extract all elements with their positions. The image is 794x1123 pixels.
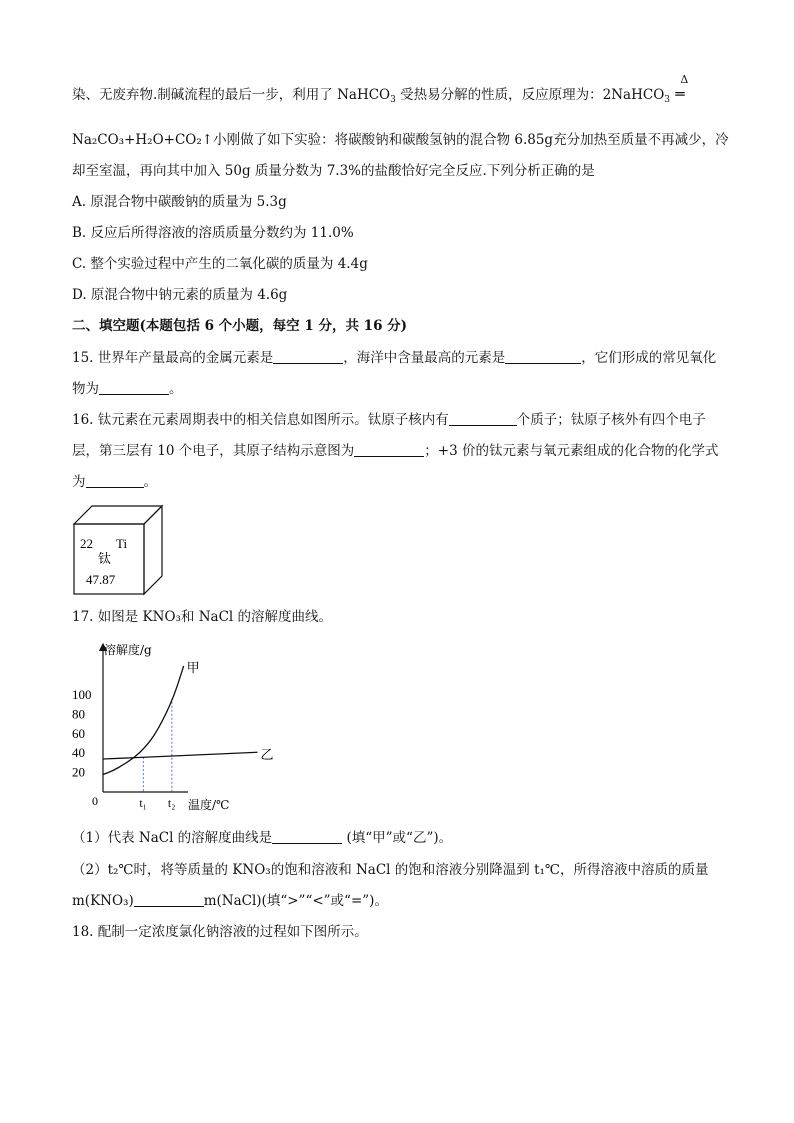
answer-blank: [272, 829, 342, 844]
solubility-chart: [68, 636, 274, 814]
q14-line1-text-b: 受热易分解的性质，反应原理为：2NaHCO: [395, 87, 665, 103]
q16-text-f: 。: [143, 474, 157, 490]
q17-p2-text-b: m(KNO₃): [72, 893, 134, 909]
answer-blank: [86, 473, 144, 488]
answer-blank: [99, 380, 169, 395]
q16-line-3: [72, 472, 157, 492]
element-name: 钛: [98, 552, 112, 567]
q15-text-c: ，它们形成的常见氧化: [581, 350, 717, 366]
element-cube-figure: [72, 504, 164, 596]
heat-symbol: Δ: [680, 73, 689, 86]
y-axis-label: 溶解度/g: [104, 643, 152, 657]
equals-sign: ═: [675, 85, 685, 103]
chart-series: [103, 661, 274, 775]
q16-text-a: 16. 钛元素在元素周期表中的相关信息如图所示。钛原子核内有: [72, 412, 449, 428]
q14-line1-sub-b: 3: [664, 95, 671, 105]
element-symbol: Ti: [116, 536, 128, 551]
x-tick-label: t₁: [139, 796, 147, 810]
q17-p2-text-c: m(NaCl)(填“>”“<”或“=”)。: [203, 893, 388, 909]
q16-line-1: [72, 410, 706, 430]
answer-blank: [449, 411, 517, 426]
q18-intro: 18. 配制一定浓度氯化钠溶液的过程如下图所示。: [72, 924, 368, 940]
origin-label: 0: [92, 794, 98, 808]
q16-text-b: 个质子；钛原子核外有四个电子: [516, 412, 706, 428]
q14-line1-text-a: 染、无废弃物.制碱流程的最后一步，利用了 NaHCO: [72, 87, 391, 103]
x-tick-labels: [139, 796, 175, 810]
element-cell-titanium: [72, 504, 164, 596]
answer-blank: [273, 349, 343, 364]
series-line-yi: [103, 752, 258, 759]
q14-line-2: Na₂CO₃+H₂O+CO₂↑小刚做了如下实验：将碳酸钠和碳酸氢钠的混合物 6.85g充分加热至质量不再减少，冷: [72, 132, 729, 148]
q15-text-d: 物为: [72, 381, 99, 397]
q15-line-2: [72, 379, 183, 399]
q17-part-2-line-1: （2）t₂℃时，将等质量的 KNO₃的饱和溶液和 NaCl 的饱和溶液分别降温到 t₁℃，所得溶液中溶质的质量: [72, 862, 709, 878]
section-heading: 二、填空题(本题包括 6 个小题，每空 1 分，共 16 分): [72, 318, 408, 334]
q17-p1-text-a: （1）代表 NaCl 的溶解度曲线是: [72, 830, 273, 846]
q14-option-d: D. 原混合物中钠元素的质量为 4.6g: [72, 287, 288, 303]
series-label: 甲: [186, 660, 200, 676]
q17-p1-text-b: (填“甲”或“乙”)。: [346, 830, 453, 846]
equation-condition: [674, 73, 689, 105]
q16-text-d: ；+3 价的钛元素与氧元素组成的化合物的化学式: [424, 443, 719, 459]
q15-text-e: 。: [169, 381, 183, 397]
q15-line-1: [72, 348, 716, 368]
y-tick-label: 40: [72, 745, 85, 761]
solubility-chart-svg: [68, 636, 274, 814]
guide-lines: [143, 702, 172, 792]
x-tick-label: t₂: [167, 796, 176, 810]
q15-text-b: ，海洋中含量最高的元素是: [343, 350, 506, 366]
answer-blank: [134, 892, 204, 907]
answer-blank: [505, 349, 581, 364]
q17-part-1: [72, 828, 452, 848]
x-axis-label: 温度/℃: [188, 798, 230, 812]
q16-text-c: 层，第三层有 10 个电子，其原子结构示意图为: [72, 443, 355, 459]
q14-option-c: C. 整个实验过程中产生的二氧化碳的质量为 4.4g: [72, 256, 368, 272]
series-label: 乙: [260, 748, 274, 764]
answer-blank: [354, 442, 424, 457]
y-tick-labels: [72, 687, 92, 780]
q14-line-1: [72, 73, 689, 110]
y-tick-label: 80: [72, 706, 85, 722]
q14-line-3: 却至室温，再向其中加入 50g 质量分数为 7.3%的盐酸恰好完全反应.下列分析正确的是: [72, 163, 595, 179]
q14-option-a: A. 原混合物中碳酸钠的质量为 5.3g: [72, 194, 287, 210]
atomic-number: 22: [80, 536, 93, 551]
q16-text-e: 为: [72, 474, 86, 490]
q17-intro: 17. 如图是 KNO₃和 NaCl 的溶解度曲线。: [72, 609, 333, 625]
y-tick-label: 20: [72, 764, 85, 780]
q16-line-2: [72, 441, 718, 461]
q14-option-b: B. 反应后所得溶液的溶质质量分数约为 11.0%: [72, 225, 354, 241]
y-tick-label: 60: [72, 725, 85, 741]
q15-text-a: 15. 世界年产量最高的金属元素是: [72, 350, 274, 366]
q14-line1-sub: 3: [390, 95, 396, 105]
y-tick-label: 100: [72, 687, 92, 702]
q17-part-2-line-2: [72, 891, 388, 911]
atomic-mass: 47.87: [86, 572, 116, 587]
